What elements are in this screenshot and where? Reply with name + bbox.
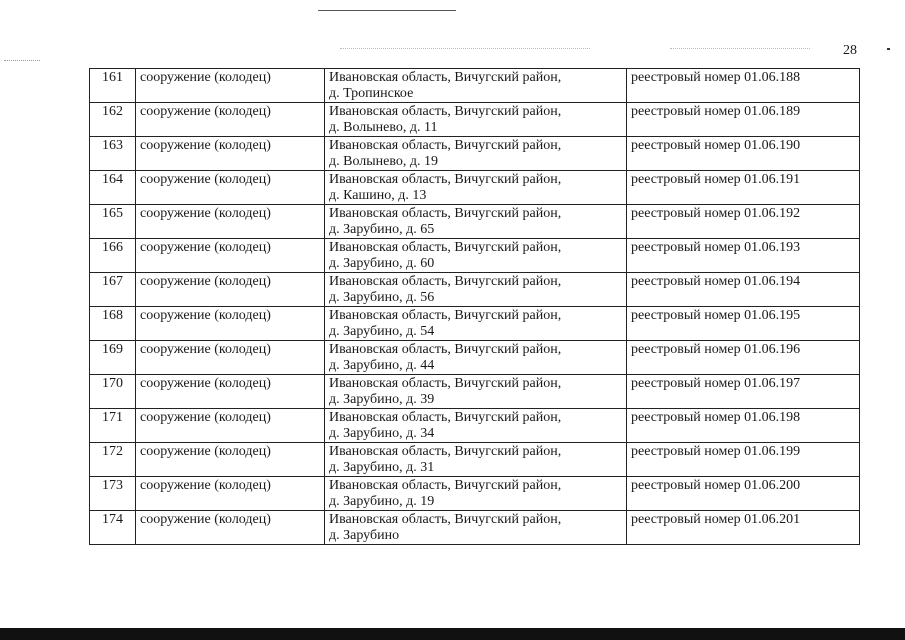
address-line-2: д. Зарубино, д. 54 <box>329 324 435 339</box>
object-type-cell: сооружение (колодец) <box>136 239 325 273</box>
address-line-2: д. Зарубино, д. 44 <box>329 358 435 373</box>
address-line-2: д. Волынево, д. 19 <box>329 154 439 169</box>
registry-number-cell: реестровый номер 01.06.192 <box>627 205 860 239</box>
scan-artifact-top-line <box>318 10 456 11</box>
registry-table <box>89 68 860 545</box>
address-line-1: Ивановская область, Вичугский район, <box>329 70 562 85</box>
object-type-cell: сооружение (колодец) <box>136 511 325 545</box>
registry-number-cell: реестровый номер 01.06.197 <box>627 375 860 409</box>
object-type-cell: сооружение (колодец) <box>136 273 325 307</box>
address-line-2: д. Зарубино, д. 60 <box>329 256 435 271</box>
address-cell <box>325 137 627 171</box>
table-row <box>90 307 860 341</box>
scan-artifact-dotted-line <box>340 48 590 50</box>
table-row <box>90 477 860 511</box>
row-number-cell: 167 <box>90 273 136 307</box>
registry-number-cell: реестровый номер 01.06.193 <box>627 239 860 273</box>
address-line-2: д. Зарубино <box>329 528 400 543</box>
address-cell <box>325 443 627 477</box>
registry-number-cell: реестровый номер 01.06.195 <box>627 307 860 341</box>
table-row <box>90 171 860 205</box>
row-number-cell: 166 <box>90 239 136 273</box>
object-type-cell: сооружение (колодец) <box>136 69 325 103</box>
address-line-2: д. Зарубино, д. 19 <box>329 494 435 509</box>
object-type-cell: сооружение (колодец) <box>136 103 325 137</box>
object-type-cell: сооружение (колодец) <box>136 409 325 443</box>
address-line-2: д. Кашино, д. 13 <box>329 188 427 203</box>
object-type-cell: сооружение (колодец) <box>136 443 325 477</box>
address-line-1: Ивановская область, Вичугский район, <box>329 206 562 221</box>
address-cell <box>325 205 627 239</box>
row-number-cell: 170 <box>90 375 136 409</box>
address-line-1: Ивановская область, Вичугский район, <box>329 342 562 357</box>
object-type-cell: сооружение (колодец) <box>136 137 325 171</box>
table-row <box>90 341 860 375</box>
address-line-2: д. Зарубино, д. 34 <box>329 426 435 441</box>
row-number-cell: 173 <box>90 477 136 511</box>
table-row <box>90 239 860 273</box>
row-number-cell: 163 <box>90 137 136 171</box>
address-cell <box>325 307 627 341</box>
registry-number-cell: реестровый номер 01.06.199 <box>627 443 860 477</box>
registry-number-cell: реестровый номер 01.06.191 <box>627 171 860 205</box>
row-number-cell: 168 <box>90 307 136 341</box>
address-line-1: Ивановская область, Вичугский район, <box>329 478 562 493</box>
address-cell <box>325 341 627 375</box>
registry-number-cell: реестровый номер 01.06.196 <box>627 341 860 375</box>
registry-table-body <box>90 69 860 545</box>
address-cell <box>325 375 627 409</box>
address-cell <box>325 409 627 443</box>
address-cell <box>325 477 627 511</box>
table-row <box>90 375 860 409</box>
registry-number-cell: реестровый номер 01.06.189 <box>627 103 860 137</box>
row-number-cell: 161 <box>90 69 136 103</box>
row-number-cell: 174 <box>90 511 136 545</box>
address-line-1: Ивановская область, Вичугский район, <box>329 308 562 323</box>
address-line-2: д. Зарубино, д. 31 <box>329 460 435 475</box>
address-line-1: Ивановская область, Вичугский район, <box>329 104 562 119</box>
table-row <box>90 137 860 171</box>
object-type-cell: сооружение (колодец) <box>136 205 325 239</box>
address-cell <box>325 511 627 545</box>
page-number: 28 <box>843 43 857 58</box>
address-line-1: Ивановская область, Вичугский район, <box>329 138 562 153</box>
registry-number-cell: реестровый номер 01.06.200 <box>627 477 860 511</box>
table-row <box>90 511 860 545</box>
row-number-cell: 165 <box>90 205 136 239</box>
scan-artifact-dot <box>887 48 890 50</box>
scan-artifact-bottom-bar <box>0 628 905 640</box>
object-type-cell: сооружение (колодец) <box>136 375 325 409</box>
address-cell <box>325 171 627 205</box>
registry-number-cell: реестровый номер 01.06.188 <box>627 69 860 103</box>
address-line-1: Ивановская область, Вичугский район, <box>329 376 562 391</box>
address-line-2: д. Волынево, д. 11 <box>329 120 438 135</box>
scan-artifact-left-mark <box>4 60 40 62</box>
row-number-cell: 169 <box>90 341 136 375</box>
address-line-1: Ивановская область, Вичугский район, <box>329 240 562 255</box>
registry-number-cell: реестровый номер 01.06.198 <box>627 409 860 443</box>
address-line-2: д. Зарубино, д. 56 <box>329 290 435 305</box>
address-line-2: д. Зарубино, д. 65 <box>329 222 435 237</box>
address-line-1: Ивановская область, Вичугский район, <box>329 512 562 527</box>
table-row <box>90 443 860 477</box>
row-number-cell: 172 <box>90 443 136 477</box>
address-line-1: Ивановская область, Вичугский район, <box>329 410 562 425</box>
table-row <box>90 103 860 137</box>
address-cell <box>325 273 627 307</box>
address-line-1: Ивановская область, Вичугский район, <box>329 444 562 459</box>
address-cell <box>325 103 627 137</box>
registry-number-cell: реестровый номер 01.06.194 <box>627 273 860 307</box>
row-number-cell: 171 <box>90 409 136 443</box>
registry-number-cell: реестровый номер 01.06.201 <box>627 511 860 545</box>
address-line-2: д. Тропинское <box>329 86 414 101</box>
table-row <box>90 273 860 307</box>
object-type-cell: сооружение (колодец) <box>136 307 325 341</box>
row-number-cell: 162 <box>90 103 136 137</box>
object-type-cell: сооружение (колодец) <box>136 341 325 375</box>
address-line-1: Ивановская область, Вичугский район, <box>329 172 562 187</box>
address-cell <box>325 239 627 273</box>
address-line-2: д. Зарубино, д. 39 <box>329 392 435 407</box>
registry-number-cell: реестровый номер 01.06.190 <box>627 137 860 171</box>
address-cell <box>325 69 627 103</box>
table-row <box>90 69 860 103</box>
object-type-cell: сооружение (колодец) <box>136 171 325 205</box>
table-row <box>90 205 860 239</box>
table-row <box>90 409 860 443</box>
address-line-1: Ивановская область, Вичугский район, <box>329 274 562 289</box>
object-type-cell: сооружение (колодец) <box>136 477 325 511</box>
row-number-cell: 164 <box>90 171 136 205</box>
scan-artifact-dotted-line <box>670 48 810 50</box>
